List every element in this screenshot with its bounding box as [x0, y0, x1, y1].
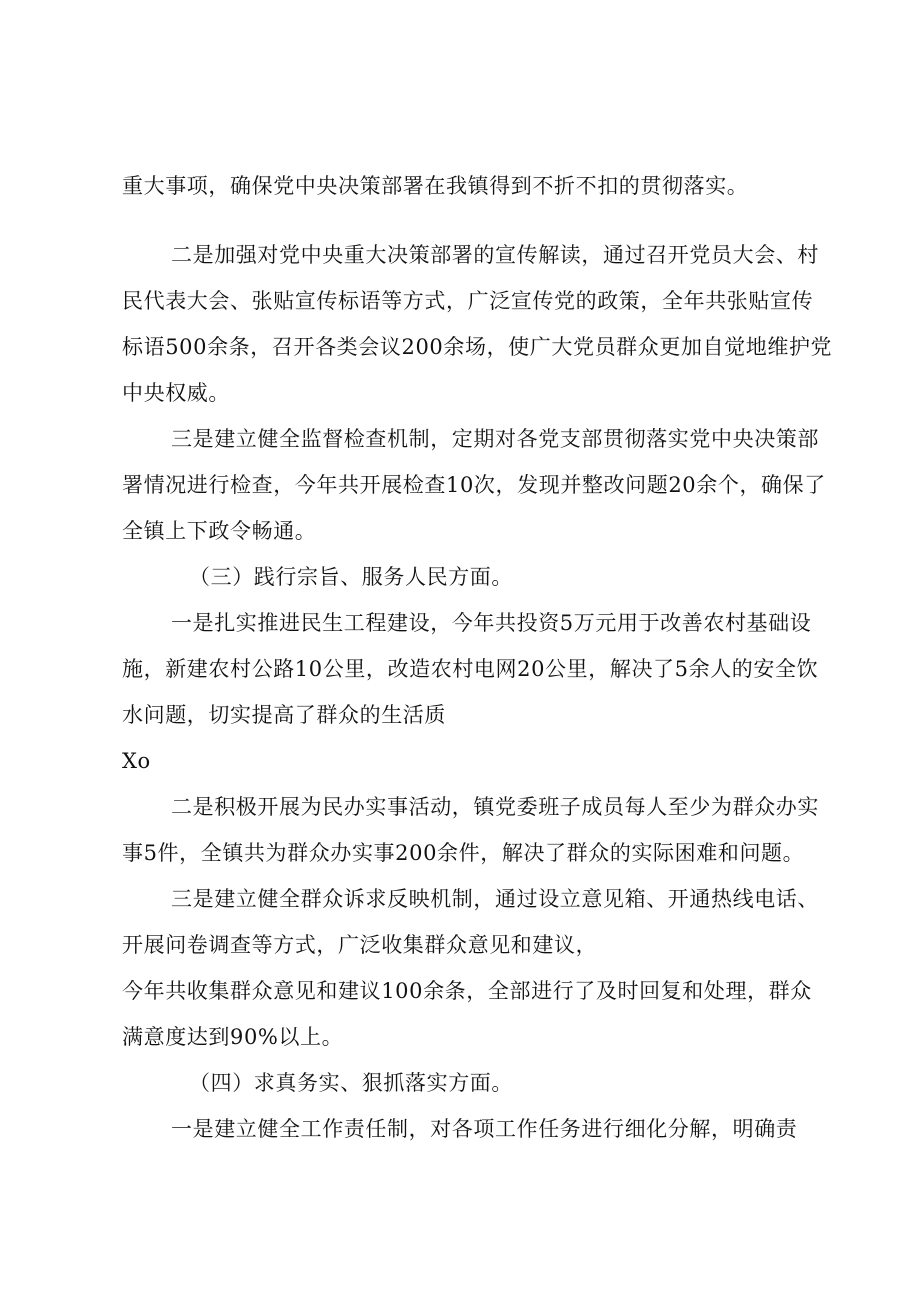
section-heading: （四）求真务实、狠抓落实方面。	[189, 1071, 513, 1095]
text-line: 署情况进行检查，今年共开展检查10次，发现并整改问题20余个，确保了	[122, 473, 826, 497]
text-line: 重大事项，确保党中央决策部署在我镇得到不折不扣的贯彻落实。	[122, 174, 749, 198]
section-heading: （三）践行宗旨、服务人民方面。	[189, 565, 513, 589]
paragraph-line: 三是建立健全监督检查机制，定期对各党支部贯彻落实党中央决策部	[171, 427, 819, 451]
text-line: 施，新建农村公路10公里，改造农村电网20公里，解决了5余人的安全饮	[122, 657, 819, 681]
text-line: 今年共收集群众意见和建议100余条，全部进行了及时回复和处理，群众	[122, 979, 812, 1003]
text-line: 中央权威。	[122, 381, 230, 405]
text-line: 民代表大会、张贴宣传标语等方式，广泛宣传党的政策，全年共张贴宣传	[122, 289, 814, 313]
text-line: 标语500余条，召开各类会议200余场，使广大党员群众更加自觉地维护党	[122, 335, 833, 359]
text-line: 满意度达到90%以上。	[122, 1025, 344, 1049]
text-line: 水问题，切实提高了群众的生活质	[122, 703, 446, 727]
text-line: 全镇上下政令畅通。	[122, 519, 317, 543]
paragraph-line: 三是建立健全群众诉求反映机制，通过设立意见箱、开通热线电话、	[171, 887, 819, 911]
text-line: 事5件，全镇共为群众办实事200余件，解决了群众的实际困难和问题。	[122, 841, 805, 865]
paragraph-line: 一是建立健全工作责任制，对各项工作任务进行细化分解，明确责	[171, 1117, 798, 1141]
paragraph-line: 二是积极开展为民办实事活动，镇党委班子成员每人至少为群众办实	[171, 795, 819, 819]
paragraph-line: 二是加强对党中央重大决策部署的宣传解读，通过召开党员大会、村	[171, 243, 819, 267]
text-line: 开展问卷调查等方式，广泛收集群众意见和建议，	[122, 933, 598, 957]
text-line: Xo	[122, 749, 151, 773]
paragraph-line: 一是扎实推进民生工程建设，今年共投资5万元用于改善农村基础设	[171, 611, 812, 635]
